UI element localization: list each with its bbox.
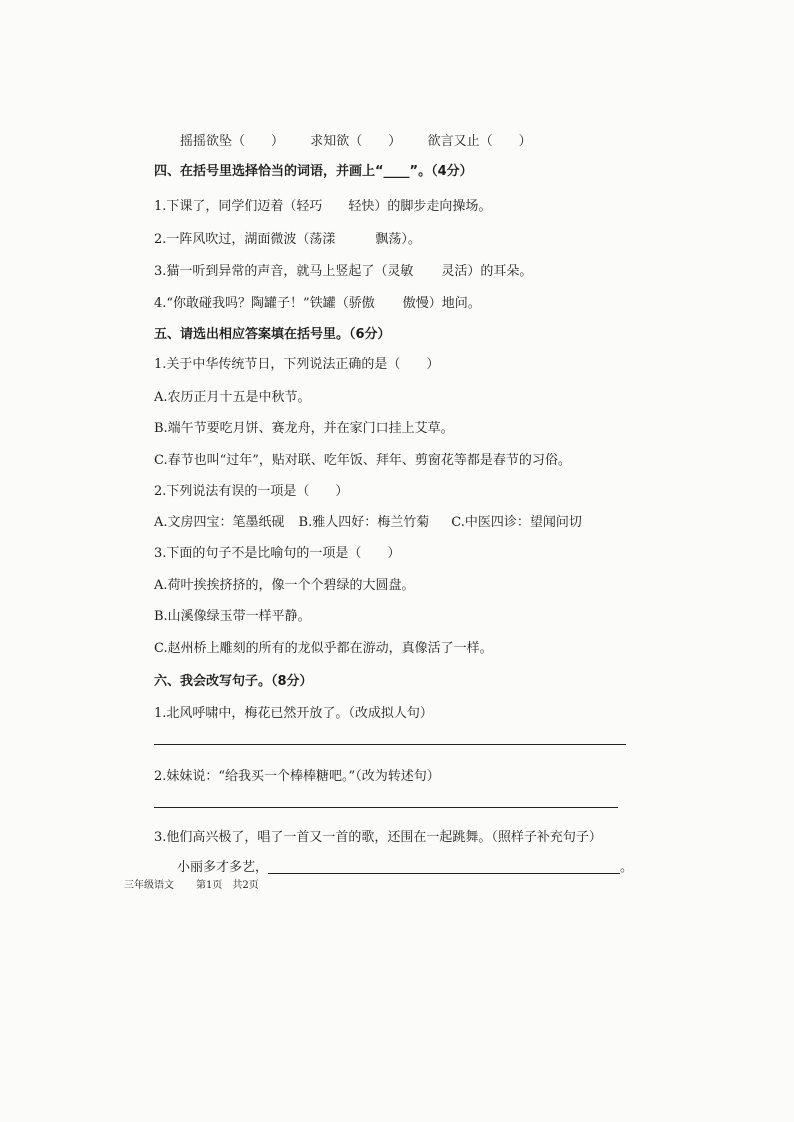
q2-option-c: C.中医四诊：望闻问切 [451,515,582,530]
section6-q3: 3.他们高兴极了，唱了一首又一首的歌，还围在一起跳舞。（照样子补充句子） [154,830,602,845]
footer-subject: 三年级语文 [124,880,174,891]
q2-option-b: B.雅人四好：梅兰竹菊 [298,515,430,530]
section5-q3-option-a: A.荷叶挨挨挤挤的，像一个个碧绿的大圆盘。 [154,578,415,593]
q4-alt: 傲慢）地问。 [402,296,481,311]
q3-alt: 灵活）的耳朵。 [441,264,533,279]
section4-q2 [154,231,421,249]
idiom-2: 求知欲（ ） [310,134,402,149]
section5-q3-option-b: B.山溪像绿玉带一样平静。 [154,609,311,624]
section5-q3-option-c: C.赵州桥上雕刻的所有的龙似乎都在游动，真像活了一样。 [154,641,493,656]
section6-q2: 2.妹妹说：“给我买一个棒棒糖吧。”（改为转述句） [154,769,440,784]
section4-q1 [154,198,491,216]
section5-q3: 3.下面的句子不是比喻句的一项是（ ） [154,546,401,561]
section5-q1-option-a: A.农历正月十五是中秋节。 [154,390,311,405]
section4-heading: 四、在括号里选择恰当的词语，并画上“____”。（4分） [154,164,473,179]
answer-blank-3[interactable] [268,859,620,874]
section6-heading: 六、我会改写句子。（8分） [154,674,313,689]
section5-q1-option-c: C.春节也叫“过年”，贴对联、吃年饭、拜年、剪窗花等都是春节的习俗。 [154,453,571,468]
q4-text: 4.“你敢碰我吗？陶罐子！”铁罐（骄傲 [154,296,375,311]
q2-alt: 飘荡）。 [375,232,421,247]
idiom-row [180,133,532,151]
section6-q3-fill [177,859,633,877]
q3-end: 。 [620,860,634,875]
answer-line-1[interactable] [154,744,626,745]
q1-text: 1.下课了，同学们迈着（轻巧 [154,199,323,214]
q1-alt: 轻快）的脚步走向操场。 [348,199,492,214]
section4-q3 [154,263,532,281]
idiom-3: 欲言又止（ ） [427,134,532,149]
answer-line-2[interactable] [154,807,618,808]
section4-q4 [154,295,481,313]
footer-total: 共2页 [232,880,259,891]
q2-text: 2.一阵风吹过，湖面微波（荡漾 [154,232,336,247]
q3-text: 3.猫一听到异常的声音，就马上竖起了（灵敏 [154,264,414,279]
section5-heading: 五、请选出相应答案填在括号里。（6分） [154,327,391,342]
q3-prompt: 小丽多才多艺， [177,860,269,875]
section5-q1: 1.关于中华传统节日，下列说法正确的是（ ） [154,357,440,372]
section6-q1: 1.北风呼啸中，梅花已然开放了。（改成拟人句） [154,706,433,721]
footer-page: 第1页 [196,880,223,891]
q2-option-a: A.文房四宝：笔墨纸砚 [154,515,285,530]
section5-q2: 2.下列说法有误的一项是（ ） [154,484,349,499]
idiom-1: 摇摇欲坠（ ） [180,134,285,149]
page-footer [124,880,259,892]
section5-q2-options [154,514,582,532]
section5-q1-option-b: B.端午节要吃月饼、赛龙舟，并在家门口挂上艾草。 [154,421,454,436]
